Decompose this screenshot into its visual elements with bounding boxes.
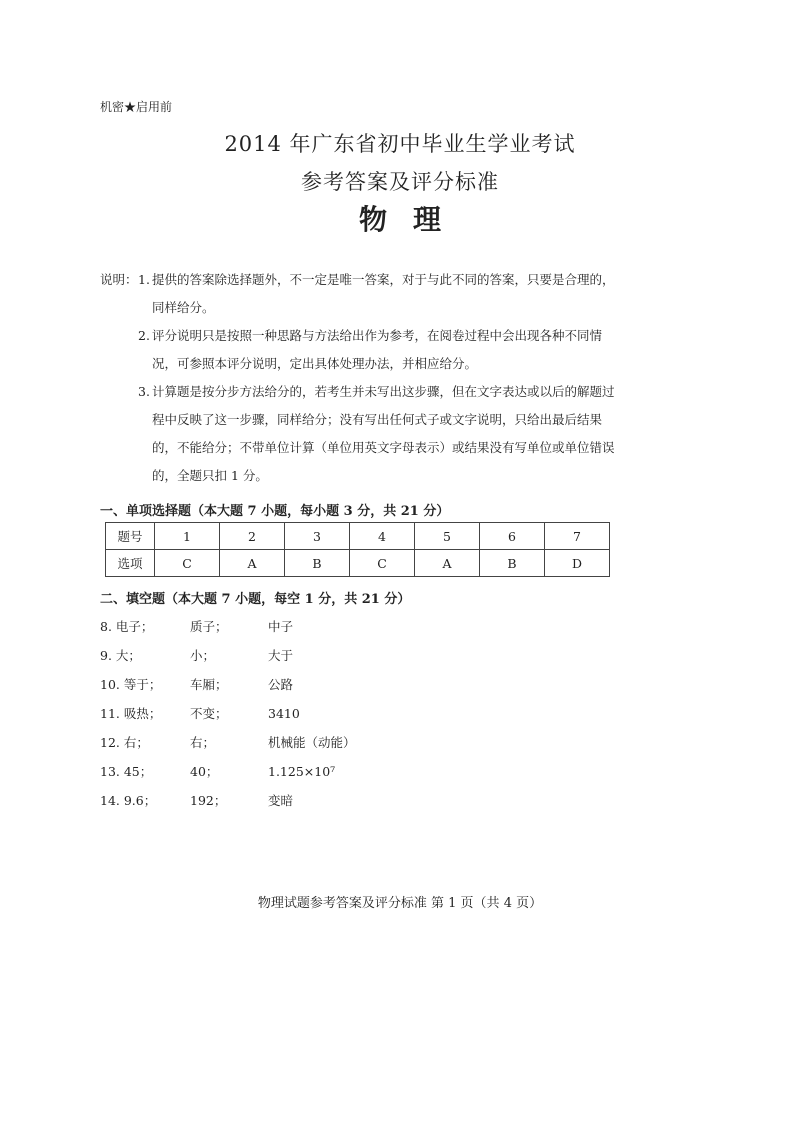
answer-blank: 1.125×10⁷ [268, 764, 336, 779]
table-row [106, 550, 610, 577]
answer-blank: 中子 [268, 619, 294, 634]
answer-blank: 192； [190, 793, 227, 808]
answer-blank: 不变； [190, 706, 228, 721]
answer-cell: C [155, 550, 220, 577]
section-heading-choice: 一、单项选择题（本大题 7 小题，每小题 3 分，共 21 分） [100, 504, 450, 519]
exam-subtitle: 参考答案及评分标准 [301, 170, 499, 194]
answer-blank: 10. 等于； [100, 677, 162, 692]
answer-blank: 9. 大； [100, 648, 141, 663]
instruction-number: 2. [138, 328, 150, 343]
answer-blank: 右； [190, 735, 216, 750]
question-number: 1 [155, 523, 220, 550]
question-number: 3 [285, 523, 350, 550]
instruction-number: 1. [138, 272, 150, 287]
answer-blank: 质子； [190, 619, 228, 634]
answer-cell: B [285, 550, 350, 577]
instruction-text: 计算题是按分步方法给分的，若考生并未写出这步骤，但在文字表达或以后的解题过程中反映了这一步骤，同样给分；没有写出任何式子或文字说明，只给出最后结果的，不能给分；不带单位计算（单位用英文字母表示）或结果没有写单位或单位错误的，全题只扣 1 分。 [152, 384, 615, 483]
answer-blank: 8. 电子； [100, 619, 154, 634]
answer-cell: D [545, 550, 610, 577]
confidential-mark: 机密★启用前 [100, 100, 173, 114]
table-row [106, 523, 610, 550]
instruction-text: 评分说明只是按照一种思路与方法给出作为参考，在阅卷过程中会出现各种不同情况，可参照本评分说明，定出具体处理办法，并相应给分。 [152, 328, 603, 371]
answer-blank: 车厢； [190, 677, 228, 692]
answer-cell: A [220, 550, 285, 577]
row-label-answer: 选项 [106, 550, 155, 577]
answer-blank: 12. 右； [100, 735, 149, 750]
answer-blank: 3410 [268, 706, 300, 721]
question-number: 5 [415, 523, 480, 550]
answer-blank: 14. 9.6； [100, 793, 157, 808]
row-label-question: 题号 [106, 523, 155, 550]
subject-title: 物理 [358, 203, 467, 236]
exam-title: 2014 年广东省初中毕业生学业考试 [224, 132, 576, 156]
answer-blank: 大于 [268, 648, 294, 663]
instruction-item [100, 378, 620, 490]
section-heading-fill: 二、填空题（本大题 7 小题，每空 1 分，共 21 分） [100, 592, 411, 607]
answer-blank: 11. 吸热； [100, 706, 162, 721]
question-number: 2 [220, 523, 285, 550]
answer-cell: B [480, 550, 545, 577]
question-number: 6 [480, 523, 545, 550]
answer-cell: A [415, 550, 480, 577]
answer-blank: 机械能（动能） [268, 735, 356, 750]
question-number: 4 [350, 523, 415, 550]
answer-blank: 40； [190, 764, 219, 779]
answer-blank: 13. 45； [100, 764, 153, 779]
instructions [100, 266, 620, 490]
answer-cell: C [350, 550, 415, 577]
instruction-number: 3. [138, 384, 150, 399]
answer-blank: 变暗 [268, 793, 294, 808]
choice-answer-table [105, 522, 610, 577]
answer-blank: 公路 [268, 677, 294, 692]
instruction-item [100, 322, 620, 378]
instruction-text: 提供的答案除选择题外，不一定是唯一答案，对于与此不同的答案，只要是合理的，同样给分。 [152, 272, 615, 315]
question-number: 7 [545, 523, 610, 550]
page-footer: 物理试题参考答案及评分标准 第 1 页（共 4 页） [257, 896, 543, 911]
instruction-item [100, 266, 620, 322]
answer-blank: 小； [190, 648, 216, 663]
instruction-prefix: 说明： [100, 272, 138, 287]
